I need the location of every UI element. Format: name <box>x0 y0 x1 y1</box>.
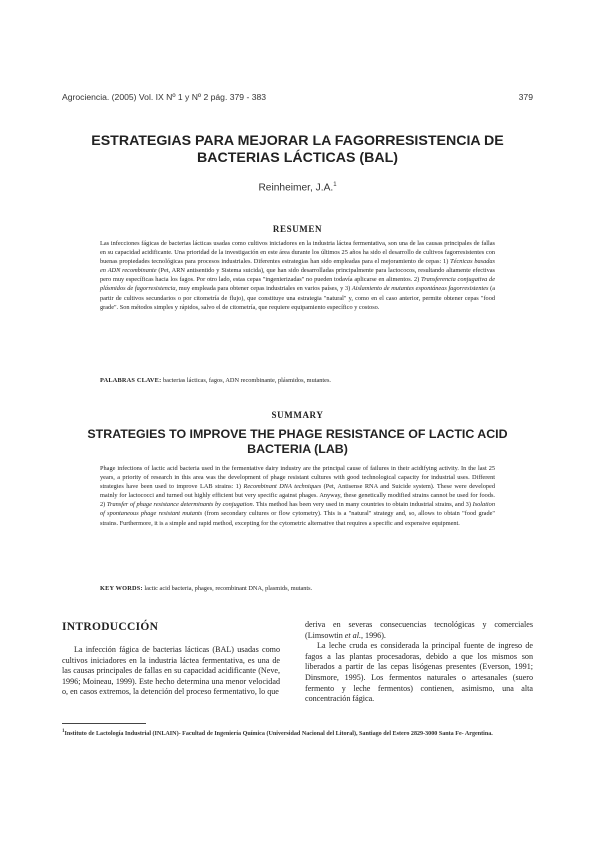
summary-text-part: (from secondary cultures or flow cytometry). This is a "natural" strategy and, so, allows to obtain "food grade" strains. Furthermore, it is a simple and rapid method, excepting for the cytometric alternative that requires a specific and expensive equipment. <box>100 510 495 527</box>
author-name: Reinheimer, J.A. <box>258 182 334 194</box>
running-header <box>62 92 533 106</box>
footnote-mark: 1 <box>62 729 65 734</box>
body-column-left <box>62 645 280 698</box>
author-footnote-mark: 1 <box>333 182 337 188</box>
body-column-right <box>305 620 533 705</box>
footnote-text: Instituto de Lactología Industrial (INLAIN)- Facultad de Ingeniería Química (Universidad Nacional del Litoral), Santiago del Estero 2829-3000 Santa Fe- Argentina. <box>64 731 493 738</box>
key-words-list: lactic acid bacteria, phages, recombinant DNA, plasmids, mutants. <box>142 585 313 592</box>
summary-term: Isolation of spontaneous phage resistant mutants <box>100 501 495 518</box>
resumen-text-part: (a partir de cultivos secundarios o por citometría de flujo), que constituye una estrategia "natural" y, como en el caso anterior, permite obtener cepas "food grade". Son métodos simples y rápidos, salvo el de citometría, que requiere equipamiento específico y costoso. <box>100 285 496 311</box>
introduccion-heading: INTRODUCCIÓN <box>62 621 159 633</box>
journal-citation: Agrociencia. (2005) Vol. IX Nº 1 y Nº 2 pág. 379 - 383 <box>62 92 267 102</box>
resumen-heading: RESUMEN <box>272 224 323 234</box>
resumen-term: Técnicas basadas en ADN recombinante <box>100 258 495 275</box>
summary-title: STRATEGIES TO IMPROVE THE PHAGE RESISTANCE OF LACTIC ACID BACTERIA (LAB) <box>87 427 508 456</box>
page-number: 379 <box>518 92 533 102</box>
key-words-label: KEY WORDS: <box>100 585 143 592</box>
summary-term: Recombinant DNA techniques <box>243 483 322 491</box>
intro-paragraph: La leche cruda es considerada la principal fuente de ingreso de fagos a las plantas procesadoras, debido a que los mismos son liberados a partir de las cepas lisógenas presentes (Everson, 1991; Dinsmore, 1995). Los fermentos naturales o artesanales (suero fermento y leche fermentos) contienen, asimismo, una alta concentración fágica. <box>305 641 533 704</box>
author-line <box>0 182 595 193</box>
summary-text-part: Phage infections of lactic acid bacteria used in the fermentative dairy industry are the principal cause of failures in their acidifying activity. In the last 25 years, a priority of research in this area was the development of phage resistant cultures with good technological capacity for industrial uses. Different strategies have been used to improve LAB strains: 1) <box>100 465 495 491</box>
resumen-text-part: , muy empleada para obtener cepas industriales en varios países, y 3) <box>175 285 352 293</box>
article-title: ESTRATEGIAS PARA MEJORAR LA FAGORRESISTENCIA DE BACTERIAS LÁCTICAS (BAL) <box>91 133 504 166</box>
summary-text-part: (Pet, Antisense RNA and Suicide system). These were developed mainly for lactococci and turned out highly efficient but very specific against phages. Anyway, these genetically modified strains cannot be used for foods. 2) <box>100 483 495 509</box>
resumen-term: Aislamiento de mutantes espontáneas fagorresistentes <box>351 285 489 293</box>
intro-paragraph: La infección fágica de bacterias lácticas (BAL) usadas como cultivos iniciadores en la industria láctea fermentativa, es una de las causas principales de fallas en su capacidad acidificante (Neve, 1996; Moineau, 1999). Este hecho determina una menor velocidad o, en casos extremos, la detención del proceso fermentativo, lo que <box>62 645 280 697</box>
resumen-text-part: (Pet, ARN antisentido y Sistema suicida), que han sido desarrolladas principalmente para lactococos, resultando altamente efectivas pero muy específicas hacia los fagos. Por otro lado, estas cepas "ingenierizadas" no pueden todavía aplicarse en alimentos. 2) <box>100 267 495 284</box>
palabras-clave-label: PALABRAS CLAVE: <box>100 377 162 384</box>
summary-heading: SUMMARY <box>271 410 324 420</box>
intro-text-part: deriva en severas consecuencias tecnológicas y comerciales (Limsowtin <box>305 620 533 640</box>
intro-text-part: , 1996). <box>360 630 386 640</box>
key-words <box>100 584 495 593</box>
summary-text-part: . This method has been very used in many countries to obtain industrial strains, and 3) <box>252 501 473 509</box>
et-al: et al. <box>344 630 361 640</box>
resumen-text-part: Las infecciones fágicas de bacterias lácticas usadas como cultivos iniciadores en la industria láctea fermentativa, son una de las causas principales de fallas en su capacidad acidificante. Una prioridad de la investigación en este área durante los últimos 25 años ha sido el desarrollo de cultivos fagorresistentes con buenas propiedades tecnológicas para procesos industriales. Diferentes estrategias han sido empleadas para el mejoramiento de cepas: 1) <box>100 240 495 266</box>
resumen-term: Transferencia conjugativa de plásmidos de fagorresistencia <box>100 276 495 293</box>
summary-term: Transfer of phage resistance determinants by conjugation <box>106 501 253 509</box>
intro-paragraph-continued <box>305 620 533 641</box>
palabras-clave-list: bacterias lácticas, fagos, ADN recombinante, plásmidos, mutantes. <box>161 377 331 384</box>
footnote <box>62 728 532 738</box>
footnote-rule <box>62 723 146 724</box>
palabras-clave <box>100 376 495 385</box>
summary-abstract <box>100 464 495 528</box>
resumen-abstract <box>100 239 495 312</box>
